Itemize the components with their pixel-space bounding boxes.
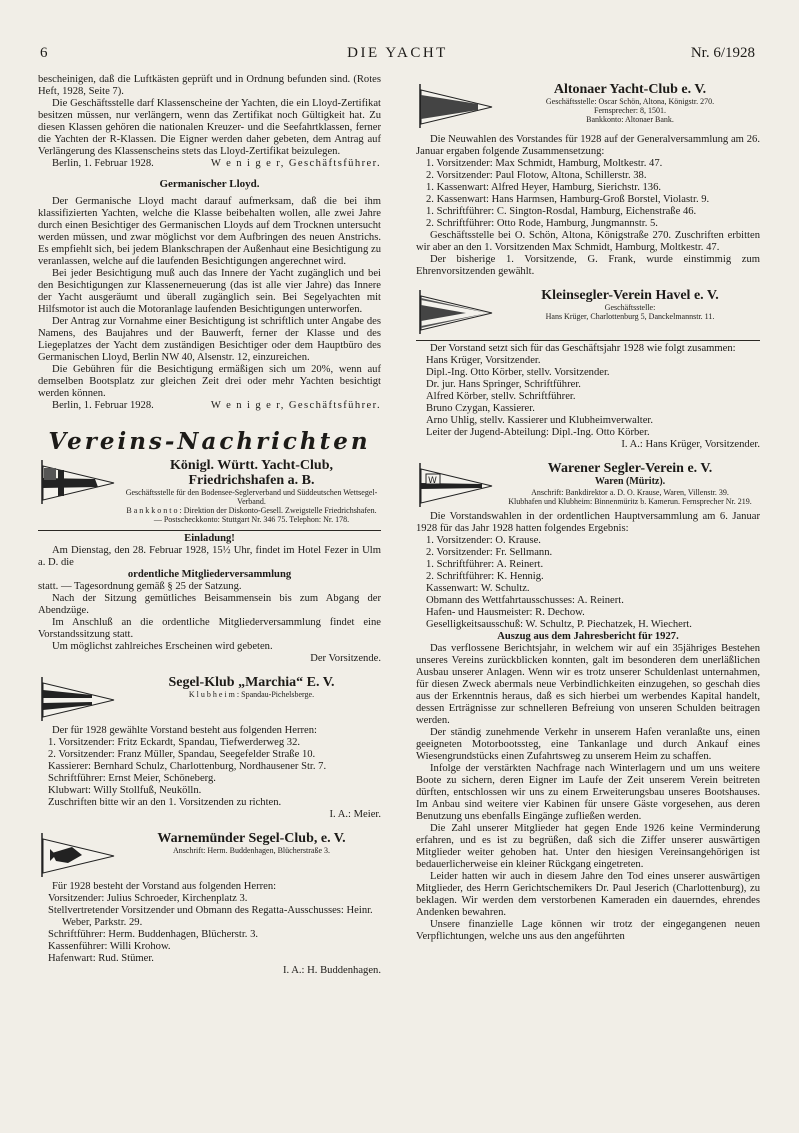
paragraph: statt. — Tagesordnung gemäß § 25 der Satzung. (38, 581, 242, 592)
list-item: Schriftführer: Herm. Buddenhagen, Blücherstr. 3. (48, 929, 259, 940)
list-item: Dipl.-Ing. Otto Körber, stellv. Vorsitzender. (426, 367, 610, 378)
club-office: Geschäftsstelle: (604, 303, 656, 312)
board-list (38, 737, 381, 809)
list-item: Kassenführer: Willi Krohow. (48, 941, 171, 952)
list-item: 1. Vorsitzender: Max Schmidt, Hamburg, Moltkestr. 47. (426, 158, 663, 169)
board-list (38, 893, 381, 965)
club-address: Anschrift: Bankdirektor a. D. O. Krause, Waren, Villenstr. 39. (531, 488, 729, 497)
section-heading: Germanischer Lloyd. (159, 178, 260, 190)
paragraph: Um möglichst zahlreiches Erscheinen wird gebeten. (52, 641, 273, 652)
list-item: 2. Vorsitzender: Fr. Sellmann. (426, 547, 553, 558)
list-item: 1. Schriftführer: A. Reinert. (426, 559, 544, 570)
list-item: 2. Kassenwart: Hans Harmsen, Hamburg-Groß Borstel, Violastr. 9. (426, 194, 710, 205)
divider (416, 340, 760, 341)
club-pennant-icon (38, 458, 116, 504)
paragraph: Der Vorstand setzt sich für das Geschäftsjahr 1928 wie folgt zusammen: (430, 343, 736, 354)
club-name: Warnemünder Segel-Club, e. V. (157, 831, 346, 846)
club-office: Geschäftsstelle für den Bodensee-Seglerverband und Süddeutschen Wettsegel-Verband. (125, 488, 378, 506)
section-banner: Vereins-Nachrichten (48, 428, 371, 455)
signature: Der Vorsitzende. (310, 653, 381, 664)
club-harbour: Klubhafen und Klubheim: Binnenmüritz b. Kamerun. Fernsprecher Nr. 219. (508, 497, 752, 506)
paragraph: Der bisherige 1. Vorsitzende, G. Frank, wurde einstimmig zum Ehrenvorsitzenden gewählt. (416, 254, 760, 277)
paragraph: Für 1928 besteht der Vorstand aus folgenden Herren: (52, 881, 277, 892)
signature-line (38, 400, 381, 412)
list-item: Obmann des Wettfahrtausschusses: A. Reinert. (426, 595, 624, 606)
club-name: Altonaer Yacht-Club e. V. (553, 82, 707, 97)
paragraph: Unsere finanzielle Lage können wir trotz der eingegangenen neuen Verpflichtungen, welche uns aus den angeführten (416, 919, 760, 942)
club-address: Anschrift: Herm. Buddenhagen, Blücherstraße 3. (172, 846, 331, 855)
list-item: Stellvertretender Vorsitzender und Obmann des Regatta-Ausschusses: Heinr. Weber, Parkstr. 29. (48, 905, 373, 928)
paragraph: Der Germanische Lloyd macht darauf aufmerksam, daß die bei ihm klassifizierten Yachten, welche die Klasse beibehalten wollen, alle zwei Jahre durch einen Besichtiger des Germanischen Lloyds auf dem Trocknen untersucht werden müssen, und zwar möglichst vor dem Aufbringen des neuen Anstrichs. Es empfiehlt sich, bei jedem Blankschrapen der Außenhaut eine Besichtigung zu veranlassen, welche auf die laufenden Besichtigungen angerechnet wird. (38, 196, 381, 267)
club-waren (416, 461, 760, 507)
signature: I. A.: H. Buddenhagen. (283, 965, 381, 976)
club-bank: Bankkonto: Altonaer Bank. (586, 115, 674, 124)
issue-number: Nr. 6/1928 (690, 45, 755, 61)
page-number: 6 (40, 45, 48, 61)
invitation-heading: Einladung! (184, 533, 235, 544)
signature-name: W e n i g e r, Geschäftsführer. (210, 400, 381, 411)
paragraph: bescheinigen, daß die Luftkästen geprüft und in Ordnung befunden sind. (Rotes Heft, 1928, Seite 7). (38, 74, 381, 97)
list-item: 1. Vorsitzender: O. Krause. (426, 535, 541, 546)
club-marchia (38, 675, 381, 721)
board-list (416, 158, 760, 230)
signature-line (38, 158, 381, 170)
right-column (416, 74, 760, 943)
list-item: 2. Schriftführer: Otto Rode, Hamburg, Jungmannstr. 5. (426, 218, 658, 229)
list-item: Zuschriften bitte wir an den 1. Vorsitzenden zu richten. (48, 797, 282, 808)
list-item: Hafenwart: Rud. Stümer. (48, 953, 154, 964)
paragraph: Infolge der verstärkten Nachfrage nach Winterlagern und um uns weitere Boote zu sichern, deren Eigner im Laufe der Zeit unserem Verein beitreten dürften, entschlossen wir uns zu einem Erweiterungsbau unseres Bootshauses. Im Anbau sind weitere vier Kabinen für unsere Gäste vorgesehen, aus deren Benutzung uns ebenfalls Eingänge zufließen werden. (416, 763, 760, 822)
club-name: Königl. Württ. Yacht-Club, Friedrichshafen a. B. (170, 458, 333, 488)
club-office: Geschäftsstelle: Oscar Schön, Altona, Königstr. 270. (545, 97, 715, 106)
list-item: Dr. jur. Hans Springer, Schriftführer. (426, 379, 581, 390)
paragraph: Die Gebühren für die Besichtigung ermäßigen sich um 20%, wenn auf demselben Bootsplatz zur gleichen Zeit drei oder mehr Yachten besichtigt werden können. (38, 364, 381, 399)
paragraph: Der für 1928 gewählte Vorstand besteht aus folgenden Herren: (52, 725, 317, 736)
signature: I. A.: Hans Krüger, Vorsitzender. (621, 439, 760, 450)
signature-name: W e n i g e r, Geschäftsführer. (210, 158, 381, 169)
list-item: Hans Krüger, Vorsitzender. (426, 355, 541, 366)
club-pennant-icon (38, 675, 116, 721)
report-heading: Auszug aus dem Jahresbericht für 1927. (497, 631, 679, 642)
magazine-title: DIE YACHT (347, 45, 448, 61)
list-item: 2. Vorsitzender: Franz Müller, Spandau, Seegefelder Straße 10. (48, 749, 316, 760)
board-list (416, 535, 760, 631)
signature: I. A.: Meier. (329, 809, 381, 820)
svg-text:W: W (428, 476, 437, 486)
list-item: 2. Schriftführer: K. Hennig. (426, 571, 544, 582)
club-pennant-icon (416, 461, 494, 507)
club-wuertt (38, 458, 381, 524)
divider (38, 530, 381, 531)
paragraph: Der ständig zunehmende Verkehr in unserem Hafen veranlaßte uns, einen geeigneten Motorbootssteg, eine Tankanlage und durch Ankauf eines Wiesengrundstücks einen Zufahrtsweg zu unserem Heim zu schaffen. (416, 727, 760, 762)
paragraph: Nach der Sitzung gemütliches Beisammensein bis zum Abgang der Abendzüge. (38, 593, 381, 616)
club-havel (416, 288, 760, 334)
club-bank: B a n k k o n t o : Direktion der Diskonto-Gesell. Zweigstelle Friedrichshafen. — Postscheckkonto: Stuttgart Nr. 346 75. Telephon: Nr. 178. (126, 506, 377, 524)
paragraph: Die Vorstandswahlen in der ordentlichen Hauptversammlung am 6. Januar 1928 für das Jahr 1928 hatten folgendes Ergebnis: (416, 511, 760, 534)
board-list (416, 355, 760, 439)
signature-place: Berlin, 1. Februar 1928. (52, 158, 154, 169)
paragraph: Im Anschluß an die ordentliche Mitgliederversammlung findet eine Vorstandssitzung statt. (38, 617, 381, 640)
paragraph: Geschäftsstelle bei O. Schön, Altona, Königstraße 270. Zuschriften erbitten wir aber an den 1. Vorsitzenden Max Schmidt, Hamburg, Moltkestr. 47. (416, 230, 760, 253)
paragraph: Die Neuwahlen des Vorstandes für 1928 auf der Generalversammlung am 26. Januar ergaben folgende Zusammensetzung: (416, 134, 760, 157)
club-name: Segel-Klub „Marchia“ E. V. (168, 675, 335, 690)
paragraph: Das verflossene Berichtsjahr, in welchem wir auf ein 35jähriges Bestehen unseres Vereins zurückblicken konnten, galt im besonderen dem unerläßlichen Ausbau unserer Anlagen. Wenn wir es trotz unserer Schuldenlast unternahmen, für diesen Zweck abermals neue Verbindlichkeiten einzugehen, so geschah dies aus der Erkenntnis heraus, daß es sich hierbei um werbendes Kapital handelt, dessen Erträgnisse zur schnelleren Befreiung von unseren Schulden beitragen werden. (416, 643, 760, 726)
list-item: 1. Vorsitzender: Fritz Eckardt, Spandau, Tiefwerderweg 32. (48, 737, 301, 748)
meeting-title: ordentliche Mitgliederversammlung (127, 569, 292, 580)
club-pennant-icon (416, 82, 494, 128)
club-warnemuende (38, 831, 381, 877)
list-item: Kassierer: Bernhard Schulz, Charlottenburg, Nordhausener Str. 7. (48, 761, 327, 772)
club-phone: Fernsprecher: 8, 1501. (594, 106, 666, 115)
club-name: Kleinsegler-Verein Havel e. V. (541, 288, 719, 303)
list-item: Klubwart: Willy Stollfuß, Neukölln. (48, 785, 202, 796)
list-item: Arno Uhlig, stellv. Kassierer und Klubheimverwalter. (426, 415, 654, 426)
list-item: Schriftführer: Ernst Meier, Schöneberg. (48, 773, 216, 784)
paragraph: Die Zahl unserer Mitglieder hat gegen Ende 1926 keine Verminderung erfahren, und es ist zu begrüßen, daß sich die Ziffer unserer auswärtigen Mitglieder weiter gehoben hat. Unter den hiesigen Vereinsangehörigen ist bedauerlicherweise ein kleiner Rückgang eingetreten. (416, 823, 760, 870)
list-item: Alfred Körber, stellv. Schriftführer. (426, 391, 576, 402)
club-address: K l u b h e i m : Spandau-Pichelsberge. (188, 690, 315, 699)
club-pennant-icon (38, 831, 116, 877)
list-item: 2. Vorsitzender: Paul Flotow, Altona, Schillerstr. 38. (426, 170, 647, 181)
club-pennant-icon (416, 288, 494, 334)
paragraph: Bei jeder Besichtigung muß auch das Innere der Yacht zugänglich und bei den Besichtigungen zur Klassenerneuerung (das ist alle vier Jahre) das Innere der Yacht ausgeräumt und überall zugänglich sein. Bei Segelyachten mit Hilfsmotor ist auch die Motoranlage laufenden Besichtigungen unterworfen. (38, 268, 381, 315)
list-item: Bruno Czygan, Kassierer. (426, 403, 535, 414)
list-item: Geselligkeitsausschuß: W. Schultz, P. Piechatzek, H. Wiechert. (426, 619, 692, 630)
paragraph: Am Dienstag, den 28. Februar 1928, 15½ Uhr, findet im Hotel Fezer in Ulm a. D. die (38, 545, 381, 568)
list-item: 1. Schriftführer: C. Sington-Rosdal, Hamburg, Eichenstraße 46. (426, 206, 697, 217)
list-item: 1. Kassenwart: Alfred Heyer, Hamburg, Sierichstr. 136. (426, 182, 662, 193)
club-name: Warener Segler-Verein e. V. (547, 461, 713, 476)
club-address: Hans Krüger, Charlottenburg 5, Danckelmannstr. 11. (545, 312, 715, 321)
club-city: Waren (Müritz). (594, 476, 666, 487)
paragraph: Der Antrag zur Vornahme einer Besichtigung ist schriftlich unter Angabe des Namens, des Baujahres und der Bauwerft, ferner der Klasse und des Liegeplatzes der Yacht dem zuständigen Besichtiger oder dem Hauptbüro des Germanischen Lloyd, Berlin NW 40, Alsenstr. 12, einzureichen. (38, 316, 381, 363)
list-item: Leiter der Jugend-Abteilung: Dipl.-Ing. Otto Körber. (426, 427, 650, 438)
paragraph: Die Geschäftsstelle darf Klassenscheine der Yachten, die ein Lloyd-Zertifikat besitzen müssen, nur verlängern, wenn das Zertifikat noch Gültigkeit hat. Zu diesen Klassen gehören die nationalen Kreuzer- und die Seefahrtklassen, ferner die Yachten der R-Klassen. Die Eigner werden daher gebeten, dem Antrag auf Verlängerung des Klassenscheins stets das Lloyd-Zertifikat beizulegen. (38, 98, 381, 157)
signature-place: Berlin, 1. Februar 1928. (52, 400, 154, 411)
club-altona (416, 82, 760, 128)
list-item: Vorsitzender: Julius Schroeder, Kirchenplatz 3. (48, 893, 248, 904)
paragraph: Leider hatten wir auch in diesem Jahre den Tod eines unserer auswärtigen Mitglieder, des Herrn Gerichtschemikers Dr. Paul Jeserich (Charlottenburg), zu beklagen. Wir werden dem verstorbenen Kameraden ein dauerndes, ehrendes Andenken bewahren. (416, 871, 760, 918)
page-header (40, 45, 755, 65)
list-item: Hafen- und Hausmeister: R. Dechow. (426, 607, 585, 618)
list-item: Kassenwart: W. Schultz. (426, 583, 530, 594)
left-column (38, 74, 381, 977)
